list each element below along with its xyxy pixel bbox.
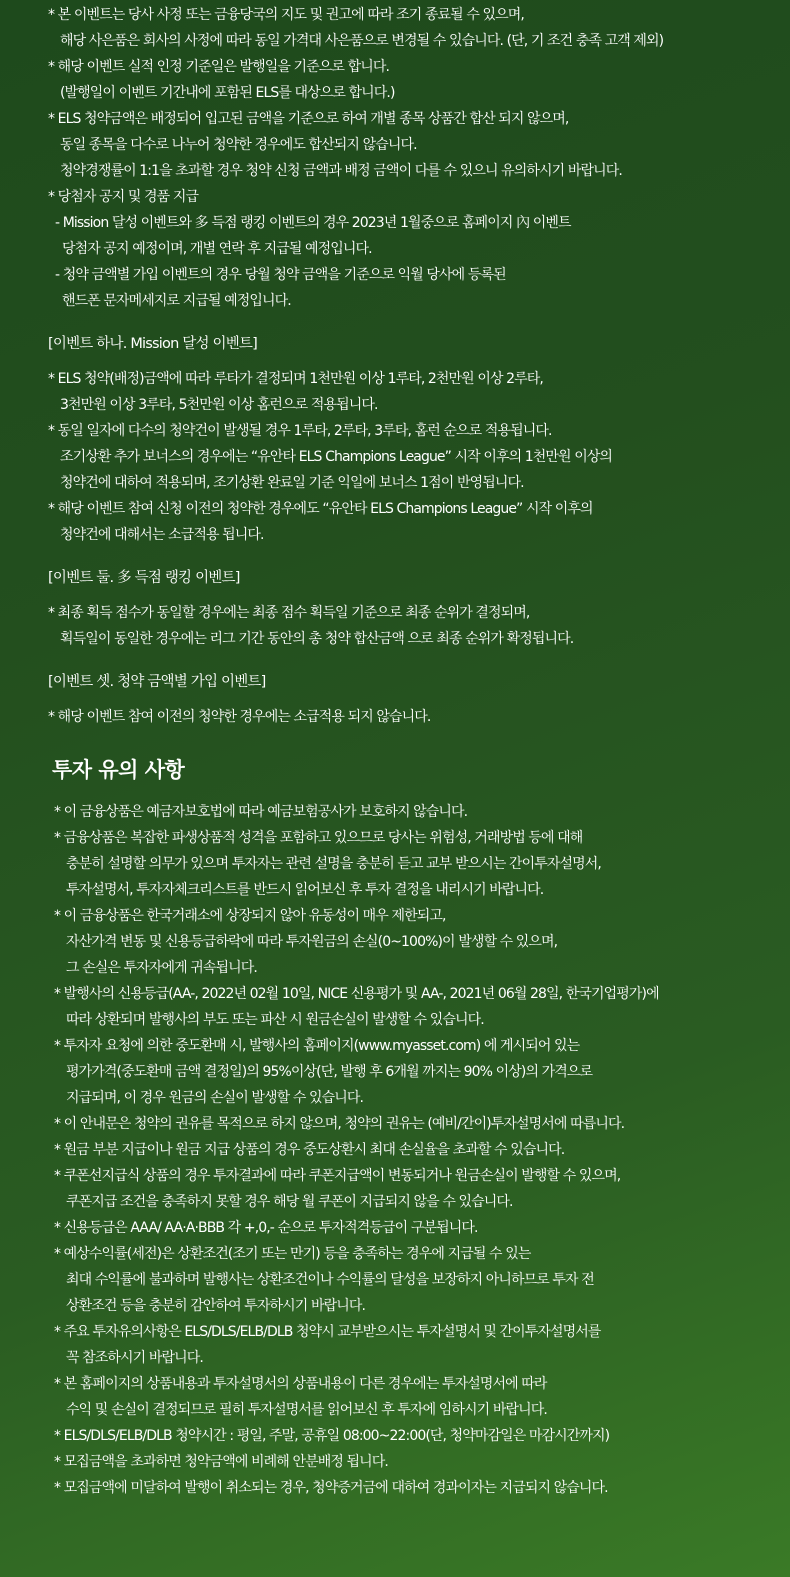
caution-line: * 쿠폰선지급식 상품의 경우 투자결과에 따라 쿠폰지급액이 변동되거나 원금손실이 발행할 수 있으며,: [54, 1168, 621, 1184]
notice-line: 해당 사은품은 회사의 사정에 따라 동일 가격대 사은품으로 변경될 수 있습니다. (단, 기 조건 충족 고객 제외): [60, 33, 664, 49]
notice-line: * 본 이벤트는 당사 사정 또는 금융당국의 지도 및 권고에 따라 조기 종료될 수 있으며,: [48, 7, 524, 23]
caution-line: * 이 금융상품은 예금자보호법에 따라 예금보험공사가 보호하지 않습니다.: [54, 804, 468, 820]
notice-line: * ELS 청약(배정)금액에 따라 루타가 결정되며 1천만원 이상 1루타, 2천만원 이상 2루타,: [48, 371, 543, 387]
caution-line: * 모집금액에 미달하여 발행이 취소되는 경우, 청약증거금에 대하여 경과이자는 지급되지 않습니다.: [54, 1480, 608, 1496]
notice-line: * 해당 이벤트 참여 이전의 청약한 경우에는 소급적용 되지 않습니다.: [48, 709, 431, 725]
notice-line: 청약경쟁률이 1:1을 초과할 경우 청약 신청 금액과 배정 금액이 다를 수 있으니 유의하시기 바랍니다.: [60, 163, 622, 179]
caution-line: * ELS/DLS/ELB/DLB 청약시간 : 평일, 주말, 공휴일 08:00~22:00(단, 청약마감일은 마감시간까지): [54, 1428, 610, 1444]
caution-line: 그 손실은 투자자에게 귀속됩니다.: [66, 960, 257, 976]
caution-line: * 본 홈페이지의 상품내용과 투자설명서의 상품내용이 다른 경우에는 투자설명서에 따라: [54, 1376, 547, 1392]
caution-line: 따라 상환되며 발행사의 부도 또는 파산 시 원금손실이 발생할 수 있습니다.: [66, 1012, 484, 1028]
notice-line: 청약건에 대해서는 소급적용 됩니다.: [60, 527, 264, 543]
section-title-amount: [이벤트 셋. 청약 금액별 가입 이벤트]: [48, 674, 266, 690]
notice-line: * 해당 이벤트 실적 인정 기준일은 발행일을 기준으로 합니다.: [48, 59, 390, 75]
investment-caution-block: [52, 753, 787, 1501]
notice-line: 획득일이 동일한 경우에는 리그 기간 동안의 총 청약 합산금액 으로 최종 순위가 확정됩니다.: [60, 631, 574, 647]
notice-line: 당첨자 공지 예정이며, 개별 연락 후 지급될 예정입니다.: [62, 241, 372, 257]
caution-line: * 원금 부분 지급이나 원금 지급 상품의 경우 중도상환시 최대 손실율을 초과할 수 있습니다.: [54, 1142, 565, 1158]
caution-line: * 모집금액을 초과하면 청약금액에 비례해 안분배정 됩니다.: [54, 1454, 388, 1470]
caution-line: * 발행사의 신용등급(AA-, 2022년 02월 10일, NICE 신용평가 및 AA-, 2021년 06월 28일, 한국기업평가)에: [54, 986, 659, 1002]
notice-line: 핸드폰 문자메세지로 지급될 예정입니다.: [62, 293, 291, 309]
notice-line: - Mission 달성 이벤트와 多 득점 랭킹 이벤트의 경우 2023년 1월중으로 홈페이지 內 이벤트: [55, 215, 571, 231]
notice-line: * 동일 일자에 다수의 청약건이 발생될 경우 1루타, 2루타, 3루타, 홈런 순으로 적용됩니다.: [48, 423, 552, 439]
section-title-ranking: [이벤트 둘. 多 득점 랭킹 이벤트]: [48, 570, 240, 586]
caution-line: 꼭 참조하시기 바랍니다.: [66, 1350, 203, 1366]
notice-line: 청약건에 대하여 적용되며, 조기상환 완료일 기준 익일에 보너스 1점이 반영됩니다.: [60, 475, 524, 491]
caution-line: 투자설명서, 투자자체크리스트를 반드시 읽어보신 후 투자 결정을 내리시기 바랍니다.: [66, 882, 544, 898]
caution-line: * 신용등급은 AAA/ AA·A·BBB 각 +,0,- 순으로 투자적격등급이 구분됩니다.: [54, 1220, 478, 1236]
caution-line: 자산가격 변동 및 신용등급하락에 따라 투자원금의 손실(0~100%)이 발생할 수 있으며,: [66, 934, 558, 950]
caution-line: 상환조건 등을 충분히 감안하여 투자하시기 바랍니다.: [66, 1298, 366, 1314]
notice-line: * 최종 획득 점수가 동일할 경우에는 최종 점수 획득일 기준으로 최종 순위가 결정되며,: [48, 605, 530, 621]
notice-line: 3천만원 이상 3루타, 5천만원 이상 홈런으로 적용됩니다.: [60, 397, 378, 413]
notice-line: 동일 종목을 다수로 나누어 청약한 경우에도 합산되지 않습니다.: [60, 137, 417, 153]
section-title-mission: [이벤트 하나. Mission 달성 이벤트]: [48, 336, 257, 352]
caution-line: 최대 수익률에 불과하며 발행사는 상환조건이나 수익률의 달성을 보장하지 아니하므로 투자 전: [66, 1272, 594, 1288]
notice-line: 조기상환 추가 보너스의 경우에는 “유안타 ELS Champions League” 시작 이후의 1천만원 이상의: [60, 449, 613, 465]
notice-line: * ELS 청약금액은 배정되어 입고된 금액을 기준으로 하여 개별 종목 상품간 합산 되지 않으며,: [48, 111, 569, 127]
investment-caution-title: 투자 유의 사항: [52, 758, 185, 782]
caution-line: 수익 및 손실이 결정되므로 필히 투자설명서를 읽어보신 후 투자에 임하시기 바랍니다.: [66, 1402, 547, 1418]
caution-line: 쿠폰지급 조건을 충족하지 못할 경우 해당 월 쿠폰이 지급되지 않을 수 있습니다.: [66, 1194, 513, 1210]
caution-line: * 이 안내문은 청약의 권유를 목적으로 하지 않으며, 청약의 권유는 (예비/간이)투자설명서에 따릅니다.: [54, 1116, 625, 1132]
caution-line: 충분히 설명할 의무가 있으며 투자자는 관련 설명을 충분히 듣고 교부 받으시는 간이투자설명서,: [66, 856, 601, 872]
notice-line: (발행일이 이벤트 기간내에 포함된 ELS를 대상으로 합니다.): [60, 85, 395, 101]
caution-line: 지급되며, 이 경우 원금의 손실이 발생할 수 있습니다.: [66, 1090, 364, 1106]
caution-line: * 이 금융상품은 한국거래소에 상장되지 않아 유동성이 매우 제한되고,: [54, 908, 446, 924]
caution-line: * 예상수익률(세전)은 상환조건(조기 또는 만기) 등을 충족하는 경우에 지급될 수 있는: [54, 1246, 531, 1262]
notice-line: * 당첨자 공지 및 경품 지급: [48, 189, 199, 205]
investment-caution-list: [52, 799, 787, 1501]
notice-line: * 해당 이벤트 참여 신청 이전의 청약한 경우에도 “유안타 ELS Champions League” 시작 이후의: [48, 501, 593, 517]
notice-line: - 청약 금액별 가입 이벤트의 경우 당월 청약 금액을 기준으로 익월 당사에 등록된: [55, 267, 506, 283]
event-notice-block: [48, 2, 778, 730]
caution-line: * 금융상품은 복잡한 파생상품적 성격을 포함하고 있으므로 당사는 위험성, 거래방법 등에 대해: [54, 830, 583, 846]
caution-line: * 주요 투자유의사항은 ELS/DLS/ELB/DLB 청약시 교부받으시는 투자설명서 및 간이투자설명서를: [54, 1324, 601, 1340]
caution-line: * 투자자 요청에 의한 중도환매 시, 발행사의 홈페이지(www.myasset.com) 에 게시되어 있는: [54, 1038, 580, 1054]
caution-line: 평가가격(중도환매 금액 결정일)의 95%이상(단, 발행 후 6개월 까지는 90% 이상)의 가격으로: [66, 1064, 593, 1080]
